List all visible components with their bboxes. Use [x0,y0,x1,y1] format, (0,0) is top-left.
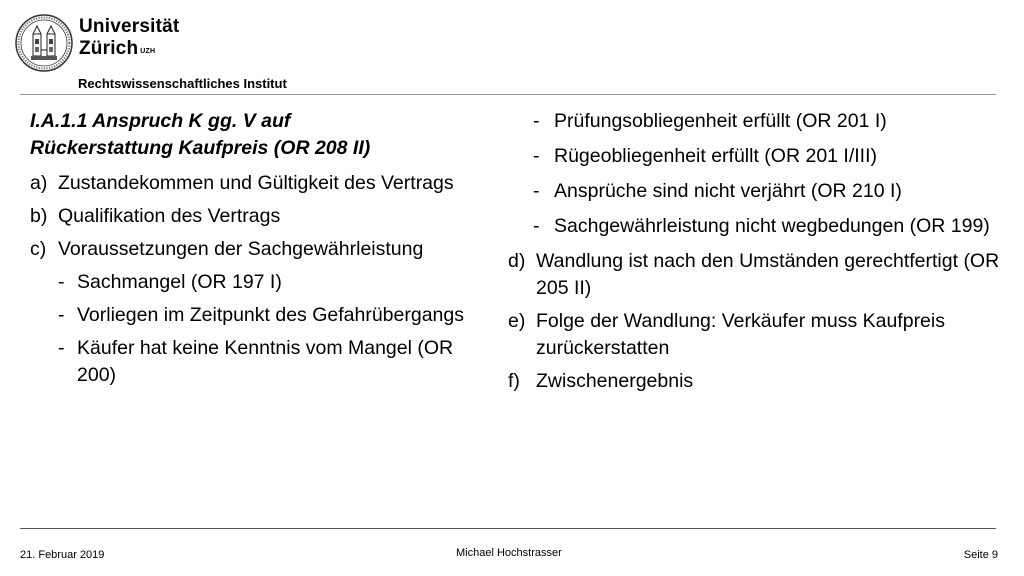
header-divider [20,94,996,95]
university-name-line1: Universität [79,16,180,37]
footer-page-number: Seite 9 [963,549,998,561]
list-item-f [508,368,1008,395]
footer-date: 21. Februar 2019 [20,549,105,561]
list-marker: e) [508,310,526,332]
university-seal-logo [14,12,74,74]
sub-list-item [508,108,1008,135]
list-text: Wandlung ist nach den Umständen gerechtfertigt (OR 205 II) [536,250,1000,299]
sub-list-item [508,213,1008,240]
list-text: Voraussetzungen der Sachgewährleistung [58,238,424,260]
list-item-d [508,248,1008,302]
list-item-b [30,203,490,230]
list-marker: b) [30,205,48,227]
list-text: Zwischenergebnis [536,370,694,392]
sub-list-text: Sachmangel (OR 197 I) [77,271,282,293]
dash-marker: - [533,145,540,167]
slide-heading-line1: I.A.1.1 Anspruch K gg. V auf [30,110,291,132]
dash-marker: - [533,180,540,202]
dash-marker: - [58,337,65,359]
sub-list-item [508,178,1008,205]
list-text: Folge der Wandlung: Verkäufer muss Kaufpreis zurückerstatten [536,310,945,359]
university-name [79,16,179,60]
sub-list-text: Ansprüche sind nicht verjährt (OR 210 I) [554,180,902,202]
list-marker: c) [30,238,47,260]
slide-heading-line2: Rückerstattung Kaufpreis (OR 208 II) [30,137,371,159]
list-marker: d) [508,250,526,272]
dash-marker: - [58,304,65,326]
dash-marker: - [533,215,540,237]
list-item-e [508,308,1008,362]
sub-list-text: Vorliegen im Zeitpunkt des Gefahrübergangs [77,304,464,326]
university-name-line2: Zürich [79,38,139,59]
list-item-c [30,236,490,263]
list-item-a [30,170,490,197]
list-text: Zustandekommen und Gültigkeit des Vertrags [58,172,454,194]
dash-marker: - [533,110,540,132]
list-marker: f) [508,370,520,392]
right-column [508,108,1008,401]
slide-heading [30,108,490,162]
footer-divider [20,528,996,529]
sub-list-text: Käufer hat keine Kenntnis vom Mangel (OR 200) [77,337,454,386]
left-column [30,108,490,395]
sub-list-item [30,302,490,329]
sub-list-text: Prüfungsobliegenheit erfüllt (OR 201 I) [554,110,887,132]
sub-list-item [30,335,490,389]
sub-list-text: Rügeobliegenheit erfüllt (OR 201 I/III) [554,145,878,167]
footer-author: Michael Hochstrasser [456,547,562,559]
sub-list-item [30,269,490,296]
sub-list-text: Sachgewährleistung nicht wegbedungen (OR 199) [554,215,990,237]
list-marker: a) [30,172,48,194]
dash-marker: - [58,271,65,293]
sub-list-item [508,143,1008,170]
university-suffix: UZH [140,48,156,55]
list-text: Qualifikation des Vertrags [58,205,281,227]
institute-name: Rechtswissenschaftliches Institut [78,76,287,91]
